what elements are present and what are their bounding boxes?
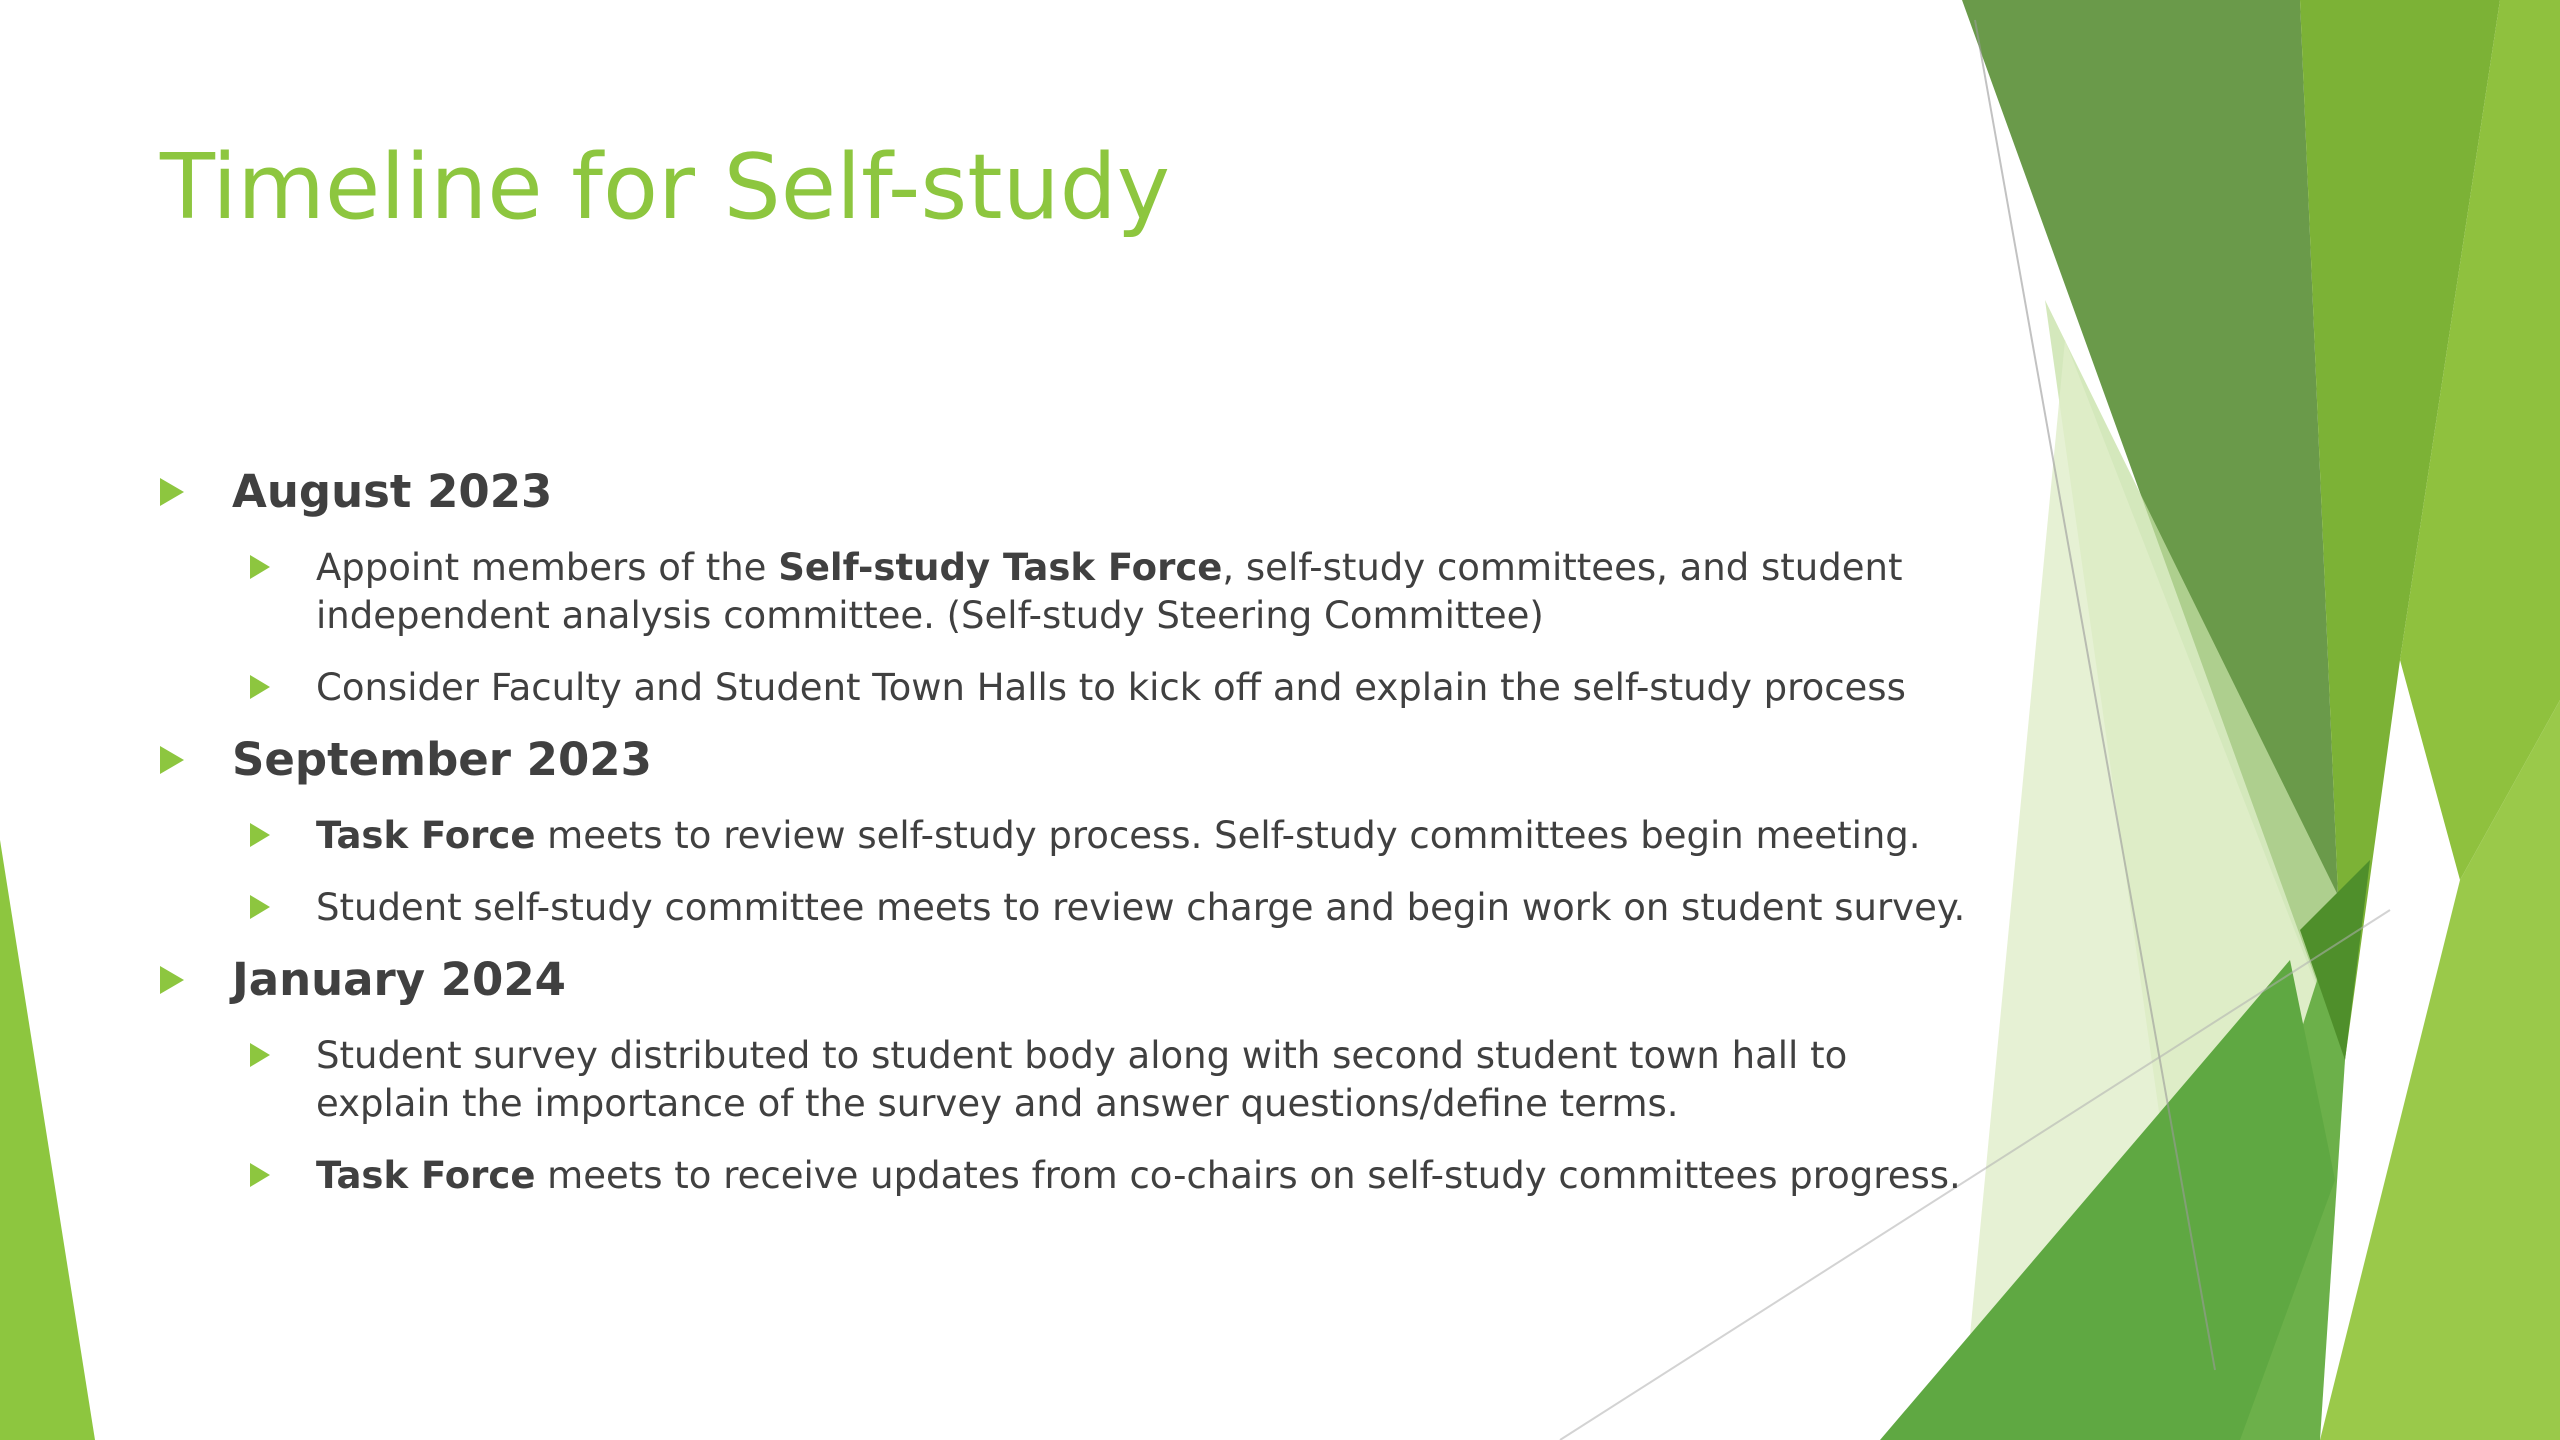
triangle-bullet-icon bbox=[250, 823, 270, 847]
left-facet bbox=[0, 840, 95, 1440]
section-heading-january-2024 bbox=[160, 954, 1960, 1006]
item-bold-text: Self-study Task Force bbox=[778, 546, 1223, 589]
slide-title: Timeline for Self-study bbox=[160, 135, 1170, 240]
section-heading-september-2023 bbox=[160, 734, 1960, 786]
section-heading-text: January 2024 bbox=[232, 953, 566, 1006]
item-bold-text: Task Force bbox=[316, 1154, 536, 1197]
list-item bbox=[250, 544, 1966, 640]
list-item bbox=[250, 1152, 1966, 1200]
item-text: Consider Faculty and Student Town Halls to kick off and explain the self-study process bbox=[316, 666, 1906, 709]
triangle-bullet-icon bbox=[250, 1163, 270, 1187]
triangle-bullet-icon bbox=[160, 478, 184, 506]
triangle-bullet-icon bbox=[250, 1043, 270, 1067]
triangle-bullet-icon bbox=[160, 746, 184, 774]
triangle-bullet-icon bbox=[160, 966, 184, 994]
section-heading-text: September 2023 bbox=[232, 733, 652, 786]
triangle-bullet-icon bbox=[250, 895, 270, 919]
item-text: meets to review self-study process. Self-study committees begin meeting. bbox=[535, 814, 1921, 857]
list-item bbox=[250, 812, 1966, 860]
section-heading-text: August 2023 bbox=[232, 465, 553, 518]
item-bold-text: Task Force bbox=[316, 814, 536, 857]
triangle-bullet-icon bbox=[250, 555, 270, 579]
list-item bbox=[250, 664, 1966, 712]
list-item bbox=[250, 884, 1966, 932]
section-heading-august-2023 bbox=[160, 466, 1960, 518]
list-item bbox=[250, 1032, 1966, 1128]
item-text: , self-study committees, and student independent analysis committee. (Self-study Steering Committee) bbox=[316, 546, 1903, 637]
triangle-bullet-icon bbox=[250, 675, 270, 699]
item-text: meets to receive updates from co-chairs on self-study committees progress. bbox=[535, 1154, 1961, 1197]
item-text: Student survey distributed to student body along with second student town hall to explain the importance of the survey and answer questions/define terms. bbox=[316, 1034, 1848, 1125]
item-text: Student self-study committee meets to review charge and begin work on student survey. bbox=[316, 886, 1966, 929]
timeline-list bbox=[160, 465, 1966, 1200]
item-text: Appoint members of the bbox=[316, 546, 779, 589]
